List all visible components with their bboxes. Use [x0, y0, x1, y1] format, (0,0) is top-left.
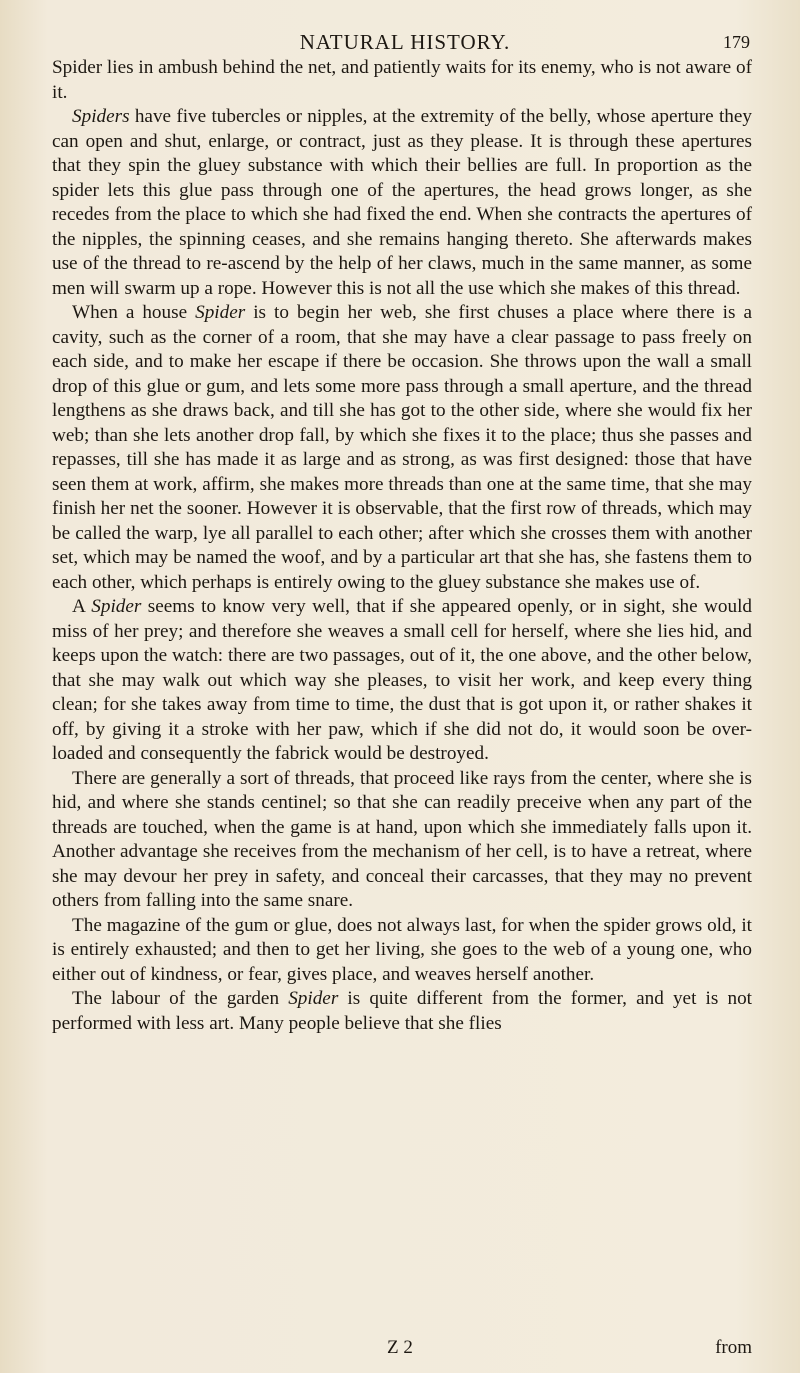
paragraph [52, 987, 752, 1036]
body-text [52, 56, 752, 1036]
text-run: A [72, 596, 92, 617]
signature-mark: Z 2 [387, 1337, 413, 1358]
italic-term: Spider [91, 596, 142, 617]
italic-term: Spiders [72, 106, 130, 127]
page-number: 179 [723, 32, 750, 52]
page-header [60, 30, 750, 58]
paragraph [52, 595, 752, 767]
paragraph [52, 914, 752, 988]
paragraph [52, 767, 752, 914]
text-run: have five tubercles or nipples, at the extremity of the belly, whose aperture they can open and shut, enlarge, or contract, just as they please. It is through these apertures that they spin the gluey substance with which their bellies are full. In proportion as the spider lets this glue pass through one of the apertures, the head grows longer, as she recedes from the place to which she had fixed the end. When she contracts the apertures of the nipples, the spinning ceases, and she remains hanging thereto. She afterwards makes use of the thread to re-ascend by the help of her claws, much in the same manner, as some men will swarm up a rope. However this is not all the use which she makes of this thread. [52, 106, 752, 299]
text-run: seems to know very well, that if she appeared openly, or in sight, she would miss of her prey; and therefore she weaves a small cell for herself, where she lies hid, and keeps upon the watch: there are two passages, out of it, the one above, and the other below, that she may walk out which way she pleases, to visit her work, and keep every thing clean; for she takes away from time to time, the dust that is got upon it, or rather shakes it off, by giving it a stroke with her paw, which if she did not do, it would soon be over-loaded and consequently the fabrick would be destroyed. [52, 596, 752, 764]
italic-term: Spider [288, 988, 339, 1009]
text-run: is quite different from the former, and yet is not performed with less art. Many people believe that she flies [52, 988, 752, 1034]
text-run: is to begin her web, she first chuses a place where there is a cavity, such as the corner of a room, that she may have a clear passage to pass freely on each side, and to make her escape if there be occasion. She throws upon the wall a small drop of this glue or gum, and lets some more pass through a small aperture, and the thread lengthens as she draws back, and till she has got to the other side, where she would fix her web; than she lets another drop fall, by which she fixes it to the place; thus she passes and repasses, till she has made it as large and as strong, as was first designed: those that have seen them at work, affirm, she makes more threads than one at the same time, that she may finish her net the sooner. However it is observable, that the first row of threads, which may be called the warp, lye all parallel to each other; after which she crosses them with another set, which may be named the woof, and by a particular art that she has, she fastens them to each other, which perhaps is entirely owing to the gluey substance she makes use of. [52, 302, 752, 593]
paragraph [52, 56, 752, 105]
catchword: from [715, 1337, 752, 1358]
page-footer [52, 1337, 752, 1363]
text-run: The labour of the garden [72, 988, 289, 1009]
text-run: There are generally a sort of threads, that proceed like rays from the center, where she is hid, and where she stands centinel; so that she can readily preceive when any part of the threads are touched, when the game is at hand, upon which she immediately falls upon it. Another advantage she receives from the mechanism of her cell, is to have a retreat, where she may devour her prey in safety, and conceal their carcasses, that they may no prevent others from falling into the same snare. [52, 767, 752, 911]
paragraph [52, 105, 752, 301]
text-run: Spider lies in ambush behind the net, and patiently waits for its enemy, who is not aware of it. [52, 57, 752, 103]
text-run: When a house [72, 302, 196, 323]
paragraph [52, 301, 752, 595]
italic-term: Spider [195, 302, 246, 323]
text-run: The magazine of the gum or glue, does not always last, for when the spider grows old, it is entirely exhausted; and then to get her living, she goes to the web of a young one, who either out of kindness, or fear, gives place, and weaves herself another. [52, 914, 752, 985]
running-title: NATURAL HISTORY. [299, 30, 511, 54]
